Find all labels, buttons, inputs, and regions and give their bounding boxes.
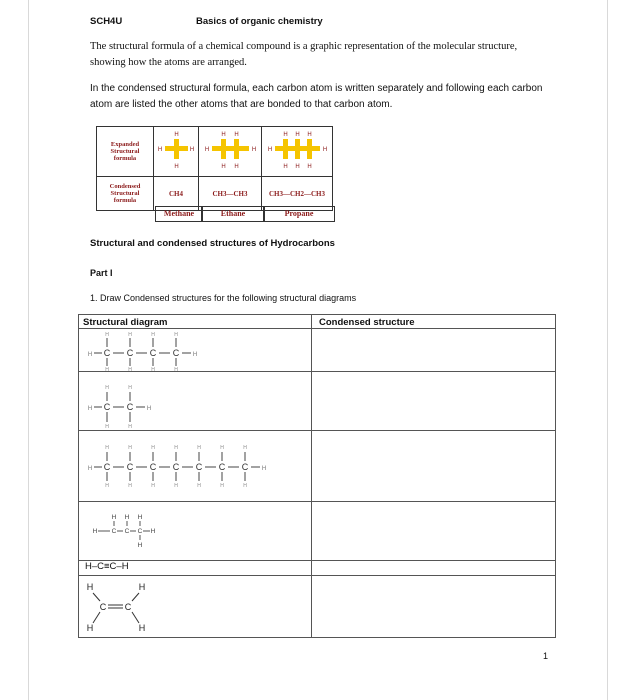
svg-text:H: H: [105, 332, 109, 338]
condensed-label-line-1: Condensed: [109, 183, 141, 190]
svg-text:C: C: [111, 528, 117, 535]
svg-text:H: H: [322, 147, 328, 153]
svg-text:H: H: [243, 445, 247, 451]
svg-text:H: H: [251, 147, 257, 153]
part-label: Part I: [90, 268, 113, 278]
svg-text:H: H: [151, 445, 155, 451]
svg-text:H: H: [105, 483, 109, 489]
svg-text:H: H: [174, 164, 179, 170]
svg-text:H: H: [174, 132, 179, 138]
svg-text:H: H: [220, 445, 224, 451]
ethane-structural-diagram: [79, 372, 311, 430]
methane-expanded-diagram: [154, 127, 198, 171]
svg-text:H: H: [151, 483, 155, 489]
ethene-h-bottom-left: H: [86, 623, 94, 633]
propane-condensed: CH3—CH2—CH3: [262, 177, 333, 211]
intro-paragraph-1: The structural formula of a chemical compound is a graphic representation of the molecular structure, showing how the atoms are arranged.: [90, 41, 518, 68]
methane-condensed: CH4: [154, 177, 199, 211]
ethane-expanded-diagram: [199, 127, 261, 171]
svg-text:H: H: [267, 147, 273, 153]
svg-text:H: H: [174, 445, 178, 451]
ethene-c-left: C: [99, 602, 107, 612]
condensed-label-line-2: Structural: [110, 190, 140, 197]
svg-text:H: H: [150, 528, 156, 535]
svg-text:H: H: [261, 466, 267, 472]
svg-text:H: H: [87, 352, 93, 358]
svg-text:H: H: [220, 483, 224, 489]
svg-text:H: H: [137, 514, 143, 521]
svg-text:H: H: [307, 132, 312, 138]
ethane-expanded-cell: [199, 127, 262, 177]
question-text: 1. Draw Condensed structures for the following structural diagrams: [90, 293, 357, 303]
worksheet-table: [78, 314, 556, 638]
reference-table: [96, 126, 333, 211]
svg-text:H: H: [234, 164, 239, 170]
svg-text:H: H: [283, 132, 288, 138]
course-code: SCH4U: [90, 16, 123, 27]
column-header-condensed: Condensed structure: [319, 317, 415, 328]
svg-text:H: H: [221, 164, 226, 170]
ethene-h-top-right: H: [138, 582, 146, 592]
svg-text:C: C: [103, 462, 111, 472]
svg-text:H: H: [221, 132, 226, 138]
svg-text:C: C: [137, 528, 143, 535]
row-rule-4: [79, 560, 555, 561]
svg-text:H: H: [192, 352, 198, 358]
svg-text:H: H: [87, 466, 93, 472]
ethene-h-top-left: H: [86, 582, 94, 592]
svg-text:H: H: [234, 132, 239, 138]
svg-text:C: C: [241, 462, 249, 472]
ethene-h-bottom-right: H: [138, 623, 146, 633]
heptane-structural-diagram: [79, 431, 311, 501]
svg-text:H: H: [105, 424, 109, 430]
svg-text:C: C: [126, 348, 134, 358]
svg-text:H: H: [105, 385, 109, 391]
expanded-label-cell: [97, 127, 154, 177]
svg-text:H: H: [105, 367, 109, 371]
ethane-condensed: CH3—CH3: [199, 177, 262, 211]
svg-text:H: H: [295, 132, 300, 138]
ethene-structural-diagram: [79, 576, 311, 636]
svg-text:C: C: [149, 462, 157, 472]
section-title: Structural and condensed structures of Hydrocarbons: [90, 238, 335, 249]
svg-text:C: C: [126, 402, 134, 412]
svg-text:H: H: [174, 332, 178, 338]
document-title: Basics of organic chemistry: [196, 16, 323, 27]
ethane-name: Ethane: [201, 206, 265, 222]
page-number: 1: [543, 651, 549, 661]
svg-text:H: H: [87, 406, 93, 412]
svg-text:H: H: [128, 483, 132, 489]
column-divider: [311, 315, 312, 637]
svg-text:C: C: [195, 462, 203, 472]
propane-expanded-diagram: [262, 127, 332, 171]
svg-text:C: C: [103, 402, 111, 412]
ethyne-formula: H–C≡C–H: [85, 561, 129, 572]
svg-text:H: H: [137, 542, 143, 549]
column-header-structural: Structural diagram: [83, 317, 168, 328]
svg-text:H: H: [111, 514, 117, 521]
svg-text:H: H: [295, 164, 300, 170]
svg-text:H: H: [197, 445, 201, 451]
condensed-label-line-3: formula: [113, 197, 137, 204]
svg-text:C: C: [149, 348, 157, 358]
svg-text:C: C: [218, 462, 226, 472]
svg-text:H: H: [146, 406, 152, 412]
svg-text:H: H: [189, 147, 195, 153]
svg-text:H: H: [204, 147, 210, 153]
butane-structural-diagram: [79, 329, 311, 371]
methane-name: Methane: [155, 206, 203, 222]
svg-text:H: H: [128, 445, 132, 451]
svg-text:H: H: [243, 483, 247, 489]
svg-text:C: C: [126, 462, 134, 472]
svg-text:H: H: [105, 445, 109, 451]
expanded-label-line-1: Expanded: [110, 141, 140, 148]
svg-text:H: H: [174, 367, 178, 371]
condensed-label-cell: [97, 177, 154, 211]
svg-text:H: H: [128, 367, 132, 371]
svg-text:H: H: [157, 147, 163, 153]
svg-text:H: H: [151, 367, 155, 371]
svg-text:C: C: [172, 462, 180, 472]
svg-text:C: C: [103, 348, 111, 358]
svg-text:H: H: [174, 483, 178, 489]
ethene-c-right: C: [124, 602, 132, 612]
intro-paragraph-2: In the condensed structural formula, each carbon atom is written separately and following each carbon atom are listed the other atoms that are bonded to that carbon atom.: [90, 83, 543, 110]
svg-text:H: H: [197, 483, 201, 489]
propane-structural-diagram: [79, 502, 311, 560]
svg-text:H: H: [307, 164, 312, 170]
svg-text:H: H: [128, 385, 132, 391]
expanded-label-line-3: formula: [113, 155, 137, 162]
propane-expanded-cell: [262, 127, 333, 177]
svg-text:H: H: [128, 332, 132, 338]
svg-text:H: H: [283, 164, 288, 170]
svg-text:H: H: [151, 332, 155, 338]
svg-text:H: H: [92, 528, 98, 535]
methane-expanded-cell: [154, 127, 199, 177]
propane-name: Propane: [263, 206, 335, 222]
svg-text:C: C: [172, 348, 180, 358]
svg-text:H: H: [128, 424, 132, 430]
svg-text:C: C: [124, 528, 130, 535]
svg-text:H: H: [124, 514, 130, 521]
expanded-label-line-2: Structural: [110, 148, 140, 155]
